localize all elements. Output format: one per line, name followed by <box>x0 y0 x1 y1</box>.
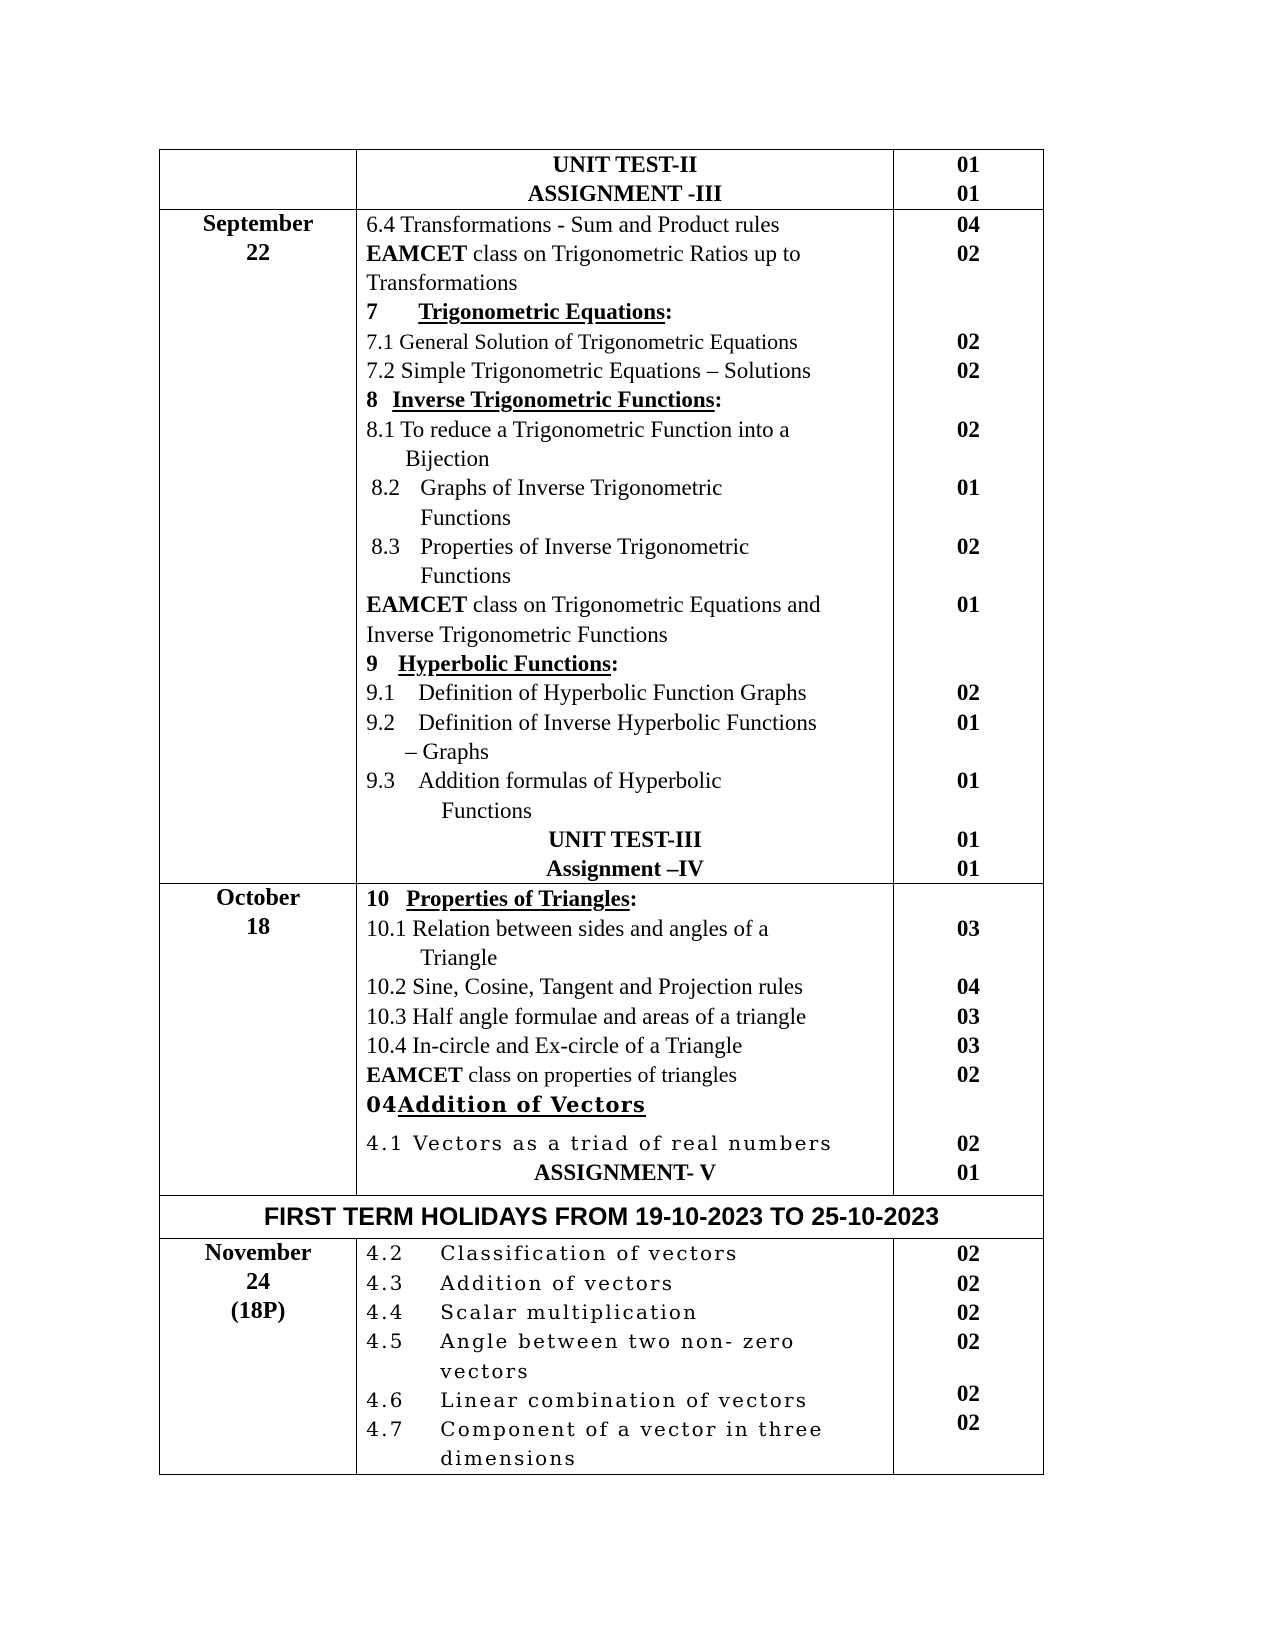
section-number: 4.5 <box>366 1329 405 1354</box>
hours-value: 02 <box>956 1241 980 1267</box>
topic-line: 7.1 General Solution of Trigonometric Equations <box>366 328 798 354</box>
month-periods: 22 <box>246 239 271 266</box>
topic-text: class on Trigonometric Ratios up to <box>467 240 801 266</box>
topic-line: Bijection <box>405 445 490 471</box>
chapter-title: Hyperbolic Functions <box>398 651 611 677</box>
section-number: 4.3 <box>366 1270 405 1295</box>
chapter-heading <box>357 649 893 678</box>
topic-line: ASSIGNMENT -III <box>527 181 723 207</box>
topic-cell <box>357 150 894 210</box>
section-number: 4.6 <box>366 1387 405 1412</box>
topic-text: Properties of Inverse Trigonometric <box>420 533 750 559</box>
hours-empty <box>894 943 1043 972</box>
schedule-table <box>159 149 1044 1475</box>
hours-empty <box>894 297 1043 326</box>
assignment-label: Assignment –IV <box>546 856 704 882</box>
chapter-title: Inverse Trigonometric Functions <box>392 387 715 413</box>
chapter-heading <box>357 1090 893 1119</box>
hours-cell <box>893 884 1043 1196</box>
topic-text: Definition of Inverse Hyperbolic Functions <box>418 709 817 735</box>
hours-value: 02 <box>956 533 980 559</box>
topic-line <box>357 590 893 619</box>
hours-value: 04 <box>956 974 980 1000</box>
table-row <box>160 884 1044 1196</box>
topic-line <box>357 532 893 561</box>
topic-line: dimensions <box>440 1446 577 1471</box>
chapter-number: 7 <box>366 299 378 325</box>
table-row <box>160 1196 1044 1239</box>
topic-text: Linear combination of vectors <box>440 1387 809 1412</box>
hours-value: 01 <box>956 152 980 177</box>
hours-value: 03 <box>956 1003 980 1029</box>
hours-empty <box>894 503 1043 532</box>
chapter-number: 9 <box>366 651 378 677</box>
topic-text: Component of a vector in three <box>440 1417 824 1442</box>
chapter-number: 10 <box>366 886 390 912</box>
topic-line <box>357 473 893 502</box>
chapter-heading <box>357 297 893 326</box>
topic-line: 4.1 Vectors as a triad of real numbers <box>366 1130 833 1155</box>
topic-line: Triangle <box>420 945 498 971</box>
unit-test-label: UNIT TEST-III <box>548 826 702 852</box>
hours-value: 01 <box>956 709 980 735</box>
hours-empty <box>894 1090 1043 1119</box>
hours-value: 02 <box>956 1409 980 1435</box>
month-periods-note: (18P) <box>230 1298 286 1325</box>
hours-value: 02 <box>956 1062 980 1088</box>
table-row <box>160 209 1044 884</box>
hours-value: 03 <box>956 1032 980 1058</box>
month-cell <box>160 884 357 1196</box>
chapter-colon: : <box>714 387 723 413</box>
topic-line: 6.4 Transformations - Sum and Product rules <box>366 211 780 237</box>
section-number: 8.3 <box>371 533 400 559</box>
topic-text: Addition of vectors <box>440 1270 675 1295</box>
topic-line: UNIT TEST-II <box>552 152 698 177</box>
topic-text: Classification of vectors <box>440 1241 739 1266</box>
spacer <box>357 1119 893 1129</box>
chapter-colon: : <box>610 651 619 677</box>
eamcet-label: EAMCET <box>366 240 468 266</box>
hours-value: 02 <box>956 1380 980 1406</box>
hours-value: 01 <box>956 181 980 207</box>
topic-text: Definition of Hyperbolic Function Graphs <box>418 680 807 706</box>
hours-value: 02 <box>956 416 980 442</box>
month-name: November <box>204 1240 312 1267</box>
topic-line: 10.4 In-circle and Ex-circle of a Triangle <box>366 1032 743 1058</box>
topic-line <box>357 1327 893 1356</box>
topic-line <box>357 1386 893 1415</box>
chapter-title: Addition of Vectors <box>397 1091 647 1117</box>
section-number: 4.4 <box>366 1299 405 1324</box>
table-row <box>160 150 1044 210</box>
hours-empty <box>894 268 1043 297</box>
topic-line: Functions <box>420 563 511 589</box>
topic-line: Functions <box>420 504 511 530</box>
chapter-number: 04 <box>366 1091 398 1117</box>
month-cell <box>160 1239 357 1474</box>
hours-value: 04 <box>956 211 980 237</box>
topic-line <box>357 239 893 268</box>
topic-line: 10.2 Sine, Cosine, Tangent and Projection rules <box>366 974 804 1000</box>
hours-empty <box>894 1357 1043 1379</box>
chapter-heading <box>357 884 893 913</box>
section-number: 9.3 <box>366 768 395 794</box>
month-cell <box>160 209 357 884</box>
hours-value: 01 <box>956 826 980 852</box>
topic-text: class on properties of triangles <box>462 1062 738 1088</box>
hours-empty <box>894 385 1043 414</box>
topic-text: Addition formulas of Hyperbolic <box>418 768 722 794</box>
holiday-banner: FIRST TERM HOLIDAYS FROM 19-10-2023 TO 25-10-2023 <box>160 1196 1044 1239</box>
month-periods: 24 <box>246 1269 271 1296</box>
hours-value: 01 <box>956 856 980 882</box>
chapter-colon: : <box>629 886 638 912</box>
eamcet-label: EAMCET <box>366 1062 463 1088</box>
chapter-heading <box>357 385 893 414</box>
topic-cell <box>357 884 894 1196</box>
topic-line: 8.1 To reduce a Trigonometric Function into a <box>366 416 790 442</box>
topic-line <box>357 1415 893 1444</box>
hours-value: 01 <box>956 592 980 618</box>
topic-line: Inverse Trigonometric Functions <box>366 621 668 647</box>
hours-value: 02 <box>956 1329 980 1355</box>
hours-empty <box>894 737 1043 766</box>
hours-value: 02 <box>956 680 980 706</box>
hours-value: 03 <box>956 915 980 941</box>
spacer <box>894 1119 1043 1129</box>
assignment-label: ASSIGNMENT- V <box>533 1160 717 1186</box>
hours-cell <box>893 209 1043 884</box>
month-cell <box>160 150 357 210</box>
section-number: 4.7 <box>366 1417 405 1442</box>
topic-line: – Graphs <box>405 738 489 764</box>
month-periods: 18 <box>246 914 271 941</box>
hours-value: 01 <box>956 1160 980 1186</box>
hours-value: 02 <box>956 328 980 354</box>
eamcet-label: EAMCET <box>366 592 468 618</box>
hours-value: 02 <box>956 1299 980 1325</box>
section-number: 9.1 <box>366 680 395 706</box>
topic-text: class on Trigonometric Equations and <box>467 592 821 618</box>
hours-value: 02 <box>956 240 980 266</box>
topic-text: Angle between two non- zero <box>440 1329 796 1354</box>
section-number: 9.2 <box>366 709 395 735</box>
section-number: 8.2 <box>371 475 400 501</box>
spacer <box>357 1187 893 1195</box>
table-row <box>160 1239 1044 1474</box>
month-name: October <box>216 885 301 912</box>
hours-empty <box>894 444 1043 473</box>
hours-empty <box>894 561 1043 590</box>
hours-empty <box>894 620 1043 649</box>
hours-value: 01 <box>956 768 980 794</box>
topic-line: 10.3 Half angle formulae and areas of a triangle <box>366 1003 807 1029</box>
topic-line: Transformations <box>366 270 518 296</box>
topic-line: 7.2 Simple Trigonometric Equations – Solutions <box>366 358 811 384</box>
topic-line <box>357 678 893 707</box>
hours-value: 01 <box>956 475 980 501</box>
hours-empty <box>894 649 1043 678</box>
topic-cell <box>357 1239 894 1474</box>
topic-line <box>357 766 893 795</box>
topic-line <box>357 1269 893 1298</box>
topic-line <box>357 1298 893 1327</box>
topic-line <box>357 1239 893 1268</box>
topic-text: Scalar multiplication <box>440 1299 699 1324</box>
hours-cell <box>893 150 1043 210</box>
chapter-title: Trigonometric Equations <box>418 299 666 325</box>
topic-line <box>357 1060 893 1089</box>
topic-line: vectors <box>440 1358 530 1383</box>
hours-value: 02 <box>956 1270 980 1296</box>
topic-line: 10.1 Relation between sides and angles of a <box>366 915 769 941</box>
topic-cell <box>357 209 894 884</box>
chapter-colon: : <box>665 299 673 325</box>
hours-value: 02 <box>956 358 980 384</box>
chapter-title: Properties of Triangles <box>406 886 630 912</box>
topic-line: Functions <box>441 797 532 823</box>
topic-line <box>357 708 893 737</box>
section-number: 4.2 <box>366 1241 405 1266</box>
month-name: September <box>202 210 314 237</box>
hours-empty <box>894 884 1043 913</box>
chapter-number: 8 <box>366 387 378 413</box>
hours-empty <box>894 796 1043 825</box>
hours-cell <box>893 1239 1043 1474</box>
hours-value: 02 <box>956 1130 980 1156</box>
topic-text: Graphs of Inverse Trigonometric <box>420 475 723 501</box>
